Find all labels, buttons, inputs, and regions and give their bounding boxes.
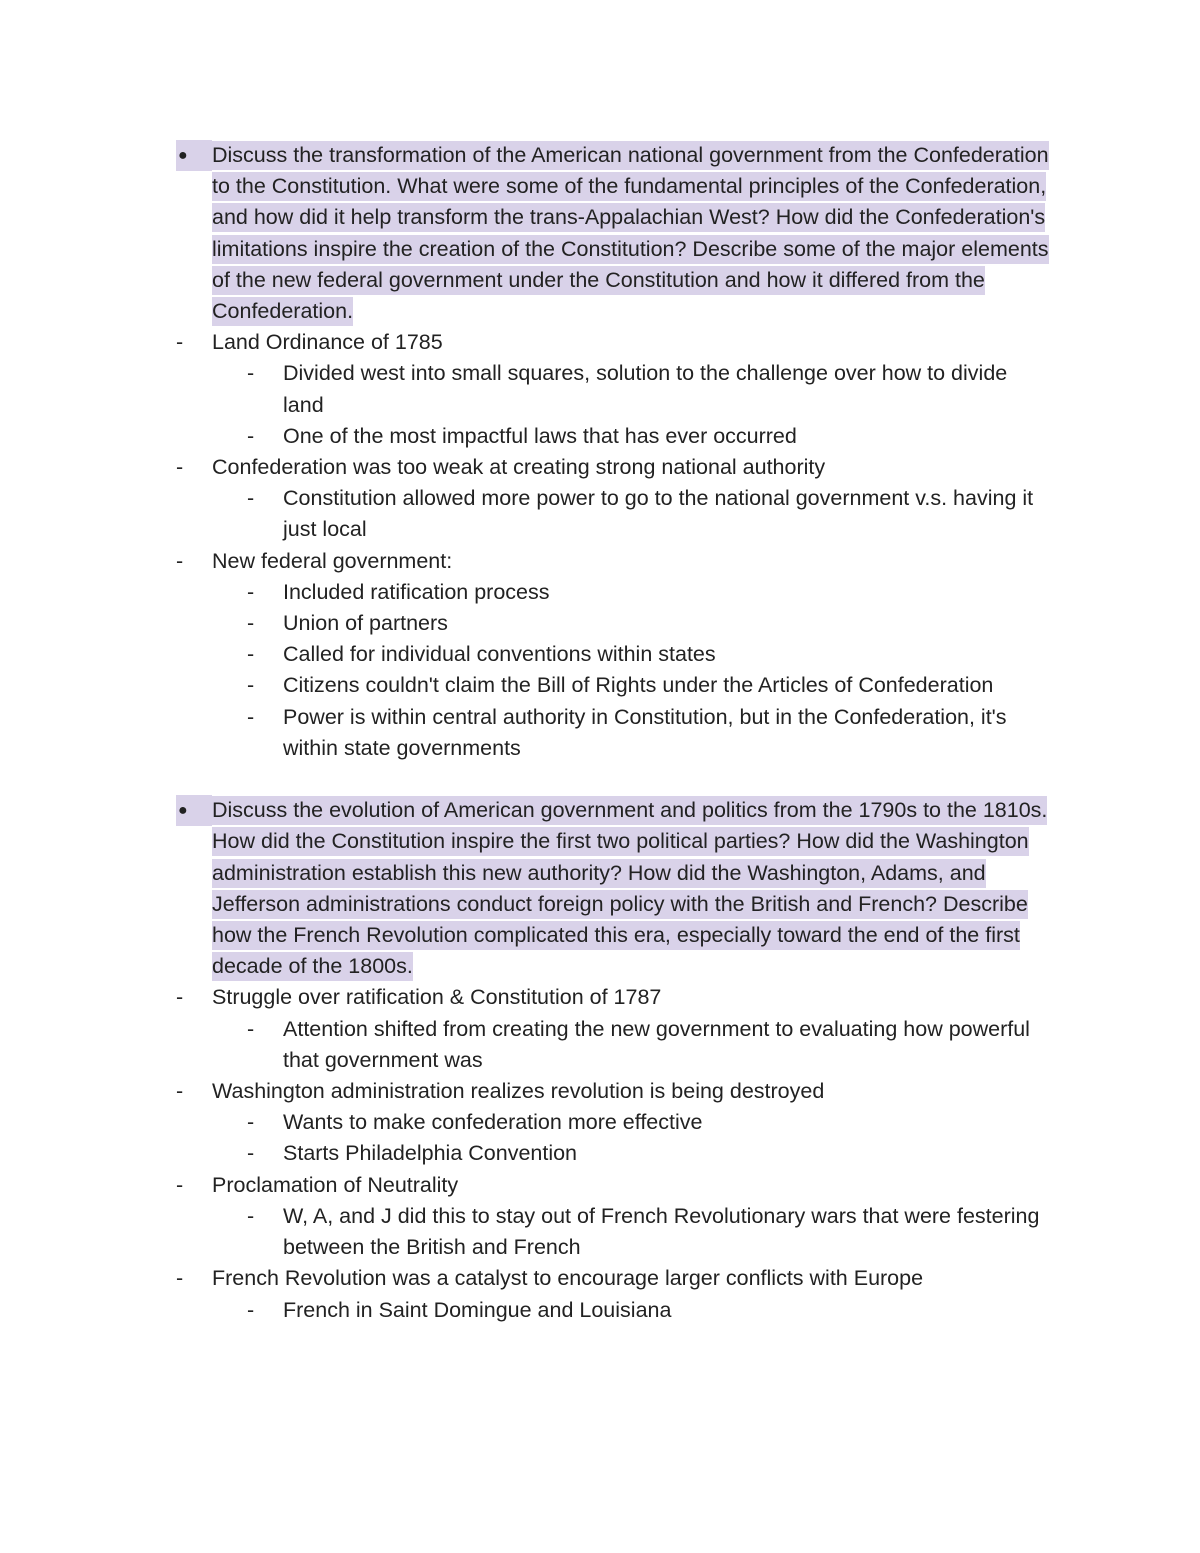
- dash-marker: -: [247, 642, 255, 667]
- sub-note-text: W, A, and J did this to stay out of French Revolutionary wars that were festering between the British and French: [283, 1203, 1040, 1260]
- bullet-marker: ●: [176, 795, 212, 826]
- note-item: [0, 546, 1072, 577]
- sub-note-item: [0, 421, 1043, 452]
- dash-marker: -: [247, 1203, 255, 1228]
- dash-marker: -: [176, 1079, 184, 1104]
- bullet-marker: ●: [176, 140, 212, 171]
- dash-marker: -: [247, 579, 255, 604]
- note-text: Confederation was too weak at creating strong national authority: [212, 455, 826, 480]
- dash-marker: -: [247, 611, 255, 636]
- sub-note-item: [0, 1295, 1043, 1326]
- dash-marker: -: [176, 985, 184, 1010]
- section-prompt: [0, 795, 1072, 982]
- note-text: Land Ordinance of 1785: [212, 330, 443, 355]
- dash-marker: -: [247, 423, 255, 448]
- prompt-text: Discuss the transformation of the American national government from the Confederation to the Constitution. What were some of the fundamental principles of the Confederation, and how did it help transform the trans-Appalachian West? How did the Confederation's limitations inspire the creation of the Constitution? Describe some of the major elements of the new federal government under the Constitution and how it differed from the Confederation.: [212, 141, 1049, 326]
- dash-marker: -: [247, 704, 255, 729]
- sub-note-item: [0, 483, 1043, 545]
- document-page: [0, 140, 1200, 1326]
- sub-note-text: Attention shifted from creating the new government to evaluating how powerful that government was: [283, 1016, 1030, 1072]
- dash-marker: -: [247, 1110, 255, 1135]
- sub-note-text: Wants to make confederation more effective: [283, 1110, 703, 1135]
- sub-note-item: [0, 1107, 1043, 1138]
- sub-note-item: [0, 577, 1043, 608]
- note-text: New federal government:: [212, 548, 453, 573]
- dash-marker: -: [247, 673, 255, 698]
- sub-note-text: French in Saint Domingue and Louisiana: [283, 1297, 672, 1322]
- dash-marker: -: [176, 1172, 184, 1197]
- note-item: [0, 1170, 1072, 1201]
- dash-marker: -: [247, 1016, 255, 1041]
- sub-note-item: [0, 670, 1043, 701]
- note-text: Washington administration realizes revolution is being destroyed: [212, 1079, 825, 1104]
- sub-note-text: Divided west into small squares, solution to the challenge over how to divide land: [283, 361, 1008, 417]
- dash-marker: -: [176, 455, 184, 480]
- sub-note-item: [0, 358, 1043, 420]
- note-item: [0, 1263, 1072, 1294]
- dash-marker: -: [176, 1266, 184, 1291]
- sub-note-text: Power is within central authority in Constitution, but in the Confederation, it's within state governments: [283, 704, 1007, 760]
- dash-marker: -: [247, 486, 255, 511]
- sub-note-item: [0, 1201, 1043, 1263]
- sub-note-item: [0, 639, 1043, 670]
- sub-note-item: [0, 702, 1043, 764]
- note-item: [0, 327, 1072, 358]
- dash-marker: -: [247, 1297, 255, 1322]
- dash-marker: -: [247, 1141, 255, 1166]
- note-item: [0, 452, 1072, 483]
- note-text: Proclamation of Neutrality: [212, 1172, 459, 1197]
- sub-note-text: Called for individual conventions within states: [283, 642, 716, 667]
- sub-note-item: [0, 1014, 1043, 1076]
- note-item: [0, 1076, 1072, 1107]
- sub-note-text: Starts Philadelphia Convention: [283, 1141, 578, 1166]
- section-prompt: [0, 140, 1072, 327]
- sub-note-text: Citizens couldn't claim the Bill of Rights under the Articles of Confederation: [283, 673, 994, 698]
- sub-note-text: Union of partners: [283, 611, 448, 636]
- sub-note-text: Included ratification process: [283, 579, 550, 604]
- sub-note-text: One of the most impactful laws that has ever occurred: [283, 423, 797, 448]
- note-item: [0, 982, 1072, 1013]
- sub-note-text: Constitution allowed more power to go to the national government v.s. having it just local: [283, 486, 1034, 542]
- dash-marker: -: [176, 548, 184, 573]
- prompt-text: Discuss the evolution of American government and politics from the 1790s to the 1810s. How did the Constitution inspire the first two political parties? How did the Washington administration establish this new authority? How did the Washington, Adams, and Jefferson administrations conduct foreign policy with the British and French? Describe how the French Revolution complicated this era, especially toward the end of the first decade of the 1800s.: [212, 796, 1047, 981]
- dash-marker: -: [176, 330, 184, 355]
- note-text: French Revolution was a catalyst to encourage larger conflicts with Europe: [212, 1266, 924, 1291]
- blank-line: [0, 764, 1200, 795]
- sub-note-item: [0, 608, 1043, 639]
- dash-marker: -: [247, 361, 255, 386]
- sub-note-item: [0, 1138, 1043, 1169]
- note-text: Struggle over ratification & Constitution of 1787: [212, 985, 662, 1010]
